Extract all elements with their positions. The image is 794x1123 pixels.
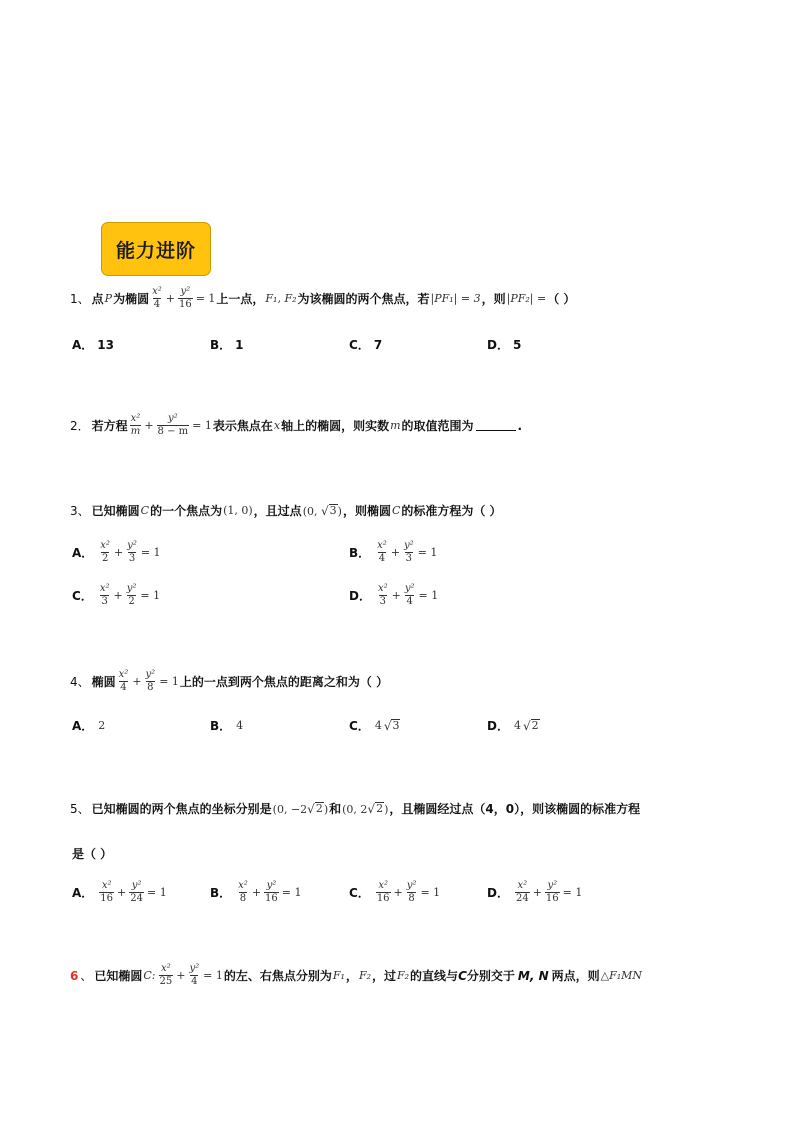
- question-text: ，: [345, 969, 358, 983]
- math-var: m: [390, 419, 401, 432]
- question-text: 表示焦点在: [212, 419, 273, 433]
- question-text: ，则椭圆: [342, 504, 391, 518]
- question-text: ，且过点: [253, 504, 302, 518]
- option-a[interactable]: A． 13: [72, 337, 114, 352]
- question-text: 若方程: [91, 419, 128, 433]
- option-c[interactable]: C． 4 √ 3: [349, 718, 400, 733]
- equals-one: = 1: [159, 675, 179, 688]
- question-text: 的取值范围为: [401, 419, 474, 433]
- question-number: 2．: [70, 419, 90, 433]
- option-d[interactable]: D． $\frac{\text{x²}}{24}$ + $\frac{\text{y²}}{16}$ = 1: [487, 880, 583, 904]
- math-var: x: [273, 419, 281, 432]
- fraction: $\frac{\text{y²}}{16}$: [178, 286, 192, 310]
- plus-sign: +: [144, 419, 154, 432]
- fraction: $\frac{\text{y²}}{8}$: [145, 669, 156, 693]
- question-separator: 、: [80, 969, 93, 983]
- question-text: （ ）: [547, 292, 576, 306]
- option-d[interactable]: D． $\frac{\text{x²}}{3}$ + $\frac{\text{y²}}{4}$ = 1: [349, 583, 439, 607]
- fraction: $\frac{\text{x²}}{25}$: [159, 963, 173, 987]
- math-point: (0, −2 √ 2 ): [272, 801, 329, 816]
- question-3: [70, 502, 502, 519]
- math-var: C: [140, 504, 150, 517]
- question-text: 上的一点到两个焦点的距离之和为（ ）: [179, 675, 389, 689]
- section-badge: [101, 222, 211, 276]
- question-text: 分别交于: [466, 969, 515, 983]
- question-text: 为该椭圆的两个焦点，若: [297, 292, 430, 306]
- question-5: [70, 800, 640, 817]
- option-b[interactable]: B． $\frac{\text{x²}}{4}$ + $\frac{\text{y²}}{3}$ = 1: [349, 540, 438, 564]
- option-c[interactable]: C． 7: [349, 337, 383, 352]
- question-1: [70, 286, 575, 311]
- question-text: 点: [91, 292, 104, 306]
- option-b[interactable]: B． 1: [210, 337, 244, 352]
- math-var: C: [391, 504, 401, 517]
- question-4: [70, 669, 388, 694]
- math-condition: |PF₁| = 3: [430, 292, 481, 305]
- math-var: C:: [143, 969, 156, 982]
- equals-one: = 1: [203, 969, 223, 982]
- option-a[interactable]: A． $\frac{\text{x²}}{16}$ + $\frac{\text{y²}}{24}$ = 1: [72, 880, 167, 904]
- question-number: 1、: [70, 292, 90, 306]
- question-text: ，过: [371, 969, 396, 983]
- question-text: 已知椭圆: [94, 969, 143, 983]
- question-text: 和: [329, 802, 342, 816]
- answer-blank[interactable]: [476, 420, 516, 431]
- question-6: [70, 963, 643, 988]
- question-number: 5、: [70, 802, 90, 816]
- question-number: 3、: [70, 504, 90, 518]
- math-foci: F₁, F₂: [265, 292, 297, 305]
- question-number: 6: [70, 968, 79, 983]
- plus-sign: +: [165, 292, 175, 305]
- math-var: F₂: [358, 969, 371, 982]
- question-text: 的标准方程为（ ）: [401, 504, 502, 518]
- question-text: 的直线与: [410, 969, 459, 983]
- option-c[interactable]: C． $\frac{\text{x²}}{16}$ + $\frac{\text{y²}}{8}$ = 1: [349, 880, 441, 904]
- math-point: (1, 0): [223, 504, 253, 517]
- math-var: P: [104, 292, 113, 305]
- equals-one: = 1: [195, 292, 216, 305]
- math-point: (0, √ 3 ): [302, 503, 342, 518]
- plus-sign: +: [176, 969, 186, 982]
- option-b[interactable]: B． $\frac{\text{x²}}{8}$ + $\frac{\text{y²}}{16}$ = 1: [210, 880, 302, 904]
- question-text: 已知椭圆的两个焦点的坐标分别是: [91, 802, 272, 816]
- question-5-line-2: [72, 845, 112, 862]
- option-a[interactable]: A． $\frac{\text{x²}}{2}$ + $\frac{\text{y²}}{3}$ = 1: [72, 540, 161, 564]
- question-number: 4、: [70, 675, 90, 689]
- question-text: 的左、右焦点分别为: [223, 969, 332, 983]
- question-text: 两点，则: [551, 969, 600, 983]
- question-2: [70, 413, 522, 438]
- math-point: (0, 2 √ 2 ): [342, 801, 389, 816]
- math-var: F₂: [397, 969, 410, 982]
- question-text: 已知椭圆: [91, 504, 140, 518]
- fraction: $\frac{\text{y²}}{4}$: [189, 963, 200, 987]
- option-d[interactable]: D． 5: [487, 337, 522, 352]
- math-points: M, N: [517, 968, 549, 983]
- question-text: 上一点，: [216, 292, 265, 306]
- question-text: 为椭圆: [113, 292, 150, 306]
- plus-sign: +: [132, 675, 142, 688]
- question-text: 椭圆: [91, 675, 116, 689]
- question-text: ，且椭圆经过点（4，0），则该椭圆的标准方程: [389, 802, 641, 816]
- option-a[interactable]: A． 2: [72, 719, 106, 733]
- option-c[interactable]: C． $\frac{\text{x²}}{3}$ + $\frac{\text{y²}}{2}$ = 1: [72, 583, 161, 607]
- equals-one: = 1: [192, 419, 212, 432]
- section-title: 能力进阶: [115, 239, 196, 262]
- question-text: ，则: [481, 292, 506, 306]
- math-ask: |PF₂| =: [506, 292, 547, 305]
- question-text: 的一个焦点为: [150, 504, 223, 518]
- question-text: 轴上的椭圆，则实数: [281, 419, 390, 433]
- fraction: $\frac{\text{x²}}{4}$: [118, 669, 129, 693]
- fraction: $\frac{\text{y²}}{8 - m}$: [157, 413, 189, 437]
- question-text: 是（ ）: [72, 847, 113, 861]
- math-triangle: △F₁MN: [600, 969, 643, 982]
- fraction: $\frac{\text{x²}}{4}$: [152, 286, 162, 310]
- question-text: .: [517, 418, 523, 433]
- fraction: $\frac{\text{x²}}{m}$: [130, 413, 141, 437]
- option-d[interactable]: D． 4 √ 2: [487, 718, 539, 733]
- math-var: F₁: [332, 969, 345, 982]
- math-var: C: [458, 968, 467, 983]
- option-b[interactable]: B． 4: [210, 719, 244, 733]
